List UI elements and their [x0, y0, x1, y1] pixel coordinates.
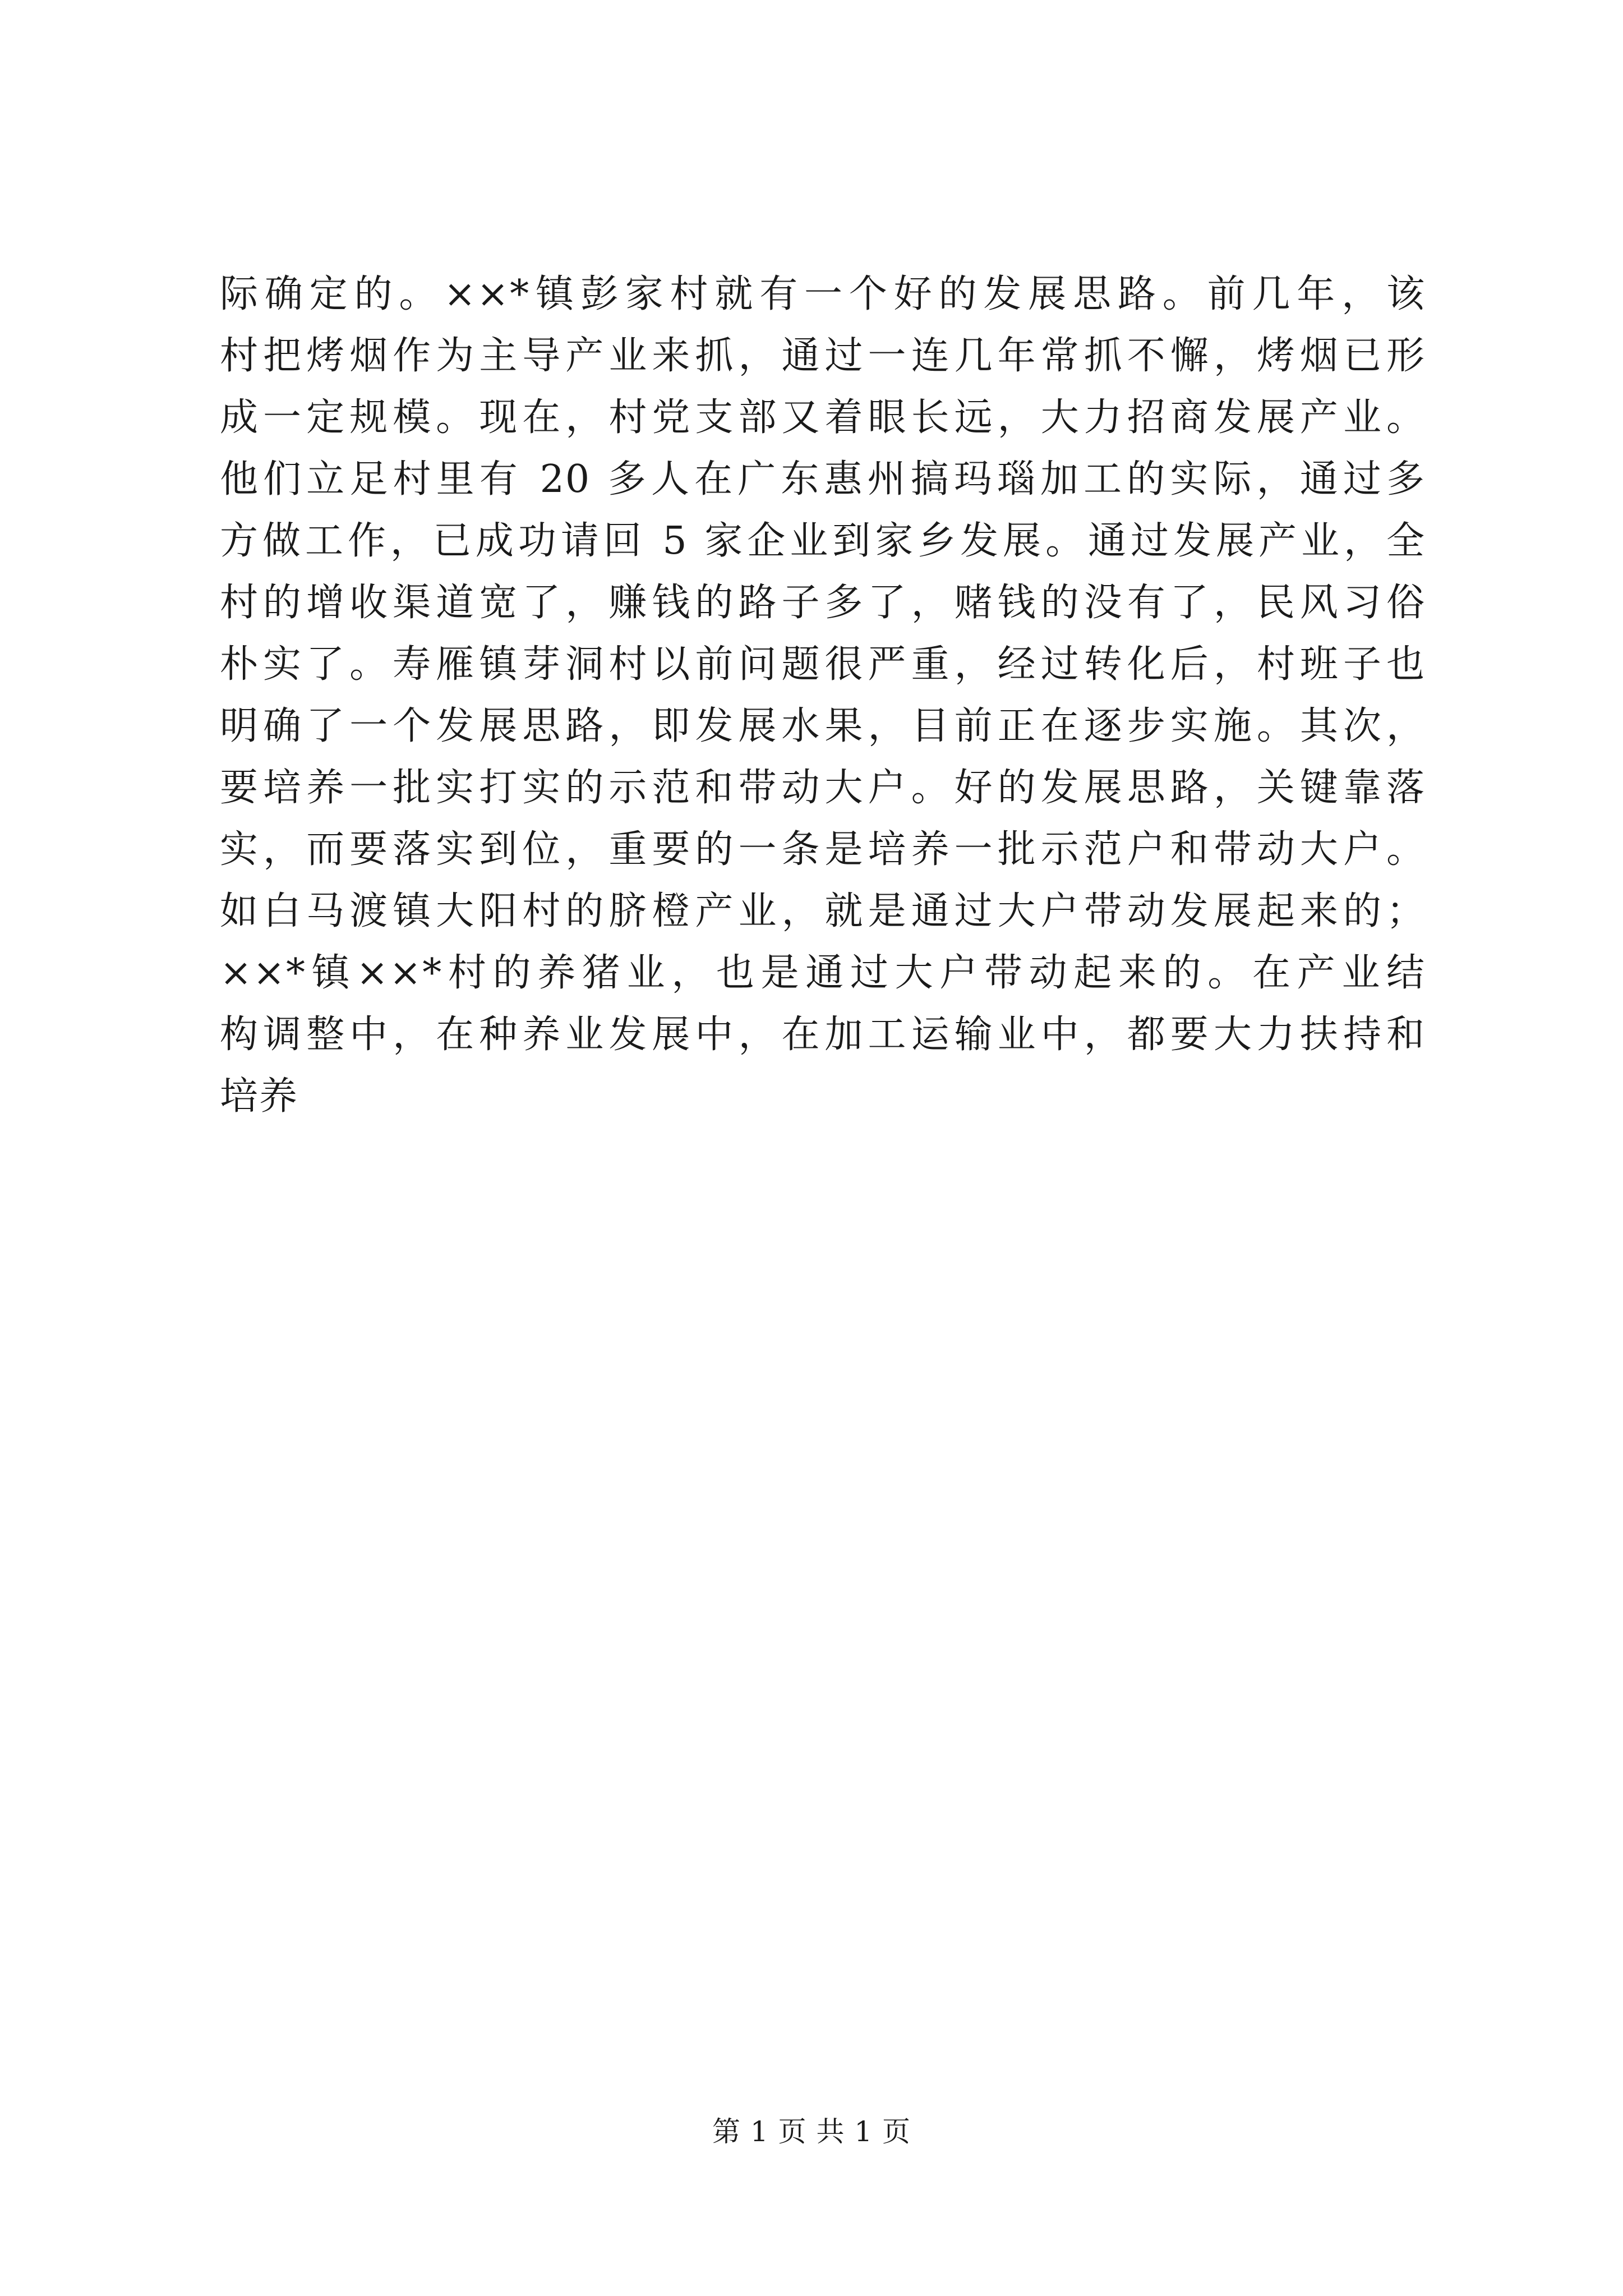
text-line: 他们立足村里有 20 多人在广东惠州搞玛瑙加工的实际，通过多 [220, 457, 1426, 501]
text-line: 村把烤烟作为主导产业来抓，通过一连几年常抓不懈，烤烟已形 [220, 334, 1426, 378]
text-line: 际确定的。××*镇彭家村就有一个好的发展思路。前几年，该 [220, 272, 1426, 316]
text-line: 朴实了。寿雁镇芽洞村以前问题很严重，经过转化后，村班子也 [220, 642, 1426, 687]
text-line: 方做工作，已成功请回 5 家企业到家乡发展。通过发展产业，全 [220, 519, 1426, 563]
body-paragraph [220, 264, 1426, 1128]
text-line: 要培养一批实打实的示范和带动大户。好的发展思路，关键靠落 [220, 766, 1426, 810]
text-line: 村的增收渠道宽了，赚钱的路子多了，赌钱的没有了，民风习俗 [220, 581, 1426, 625]
text-line: 成一定规模。现在，村党支部又着眼长远，大力招商发展产业。 [220, 395, 1426, 440]
text-line: ××*镇××*村的养猪业，也是通过大户带动起来的。在产业结 [220, 951, 1426, 995]
text-line: 实，而要落实到位，重要的一条是培养一批示范户和带动大户。 [220, 827, 1426, 872]
page-number-footer: 第 1 页 共 1 页 [712, 2115, 911, 2148]
text-line: 明确了一个发展思路，即发展水果，目前正在逐步实施。其次， [220, 704, 1426, 748]
text-line: 培养 [220, 1074, 299, 1119]
text-line: 构调整中，在种养业发展中，在加工运输业中，都要大力扶持和 [220, 1013, 1426, 1057]
text-line: 如白马渡镇大阳村的脐橙产业，就是通过大户带动发展起来的； [220, 889, 1426, 933]
